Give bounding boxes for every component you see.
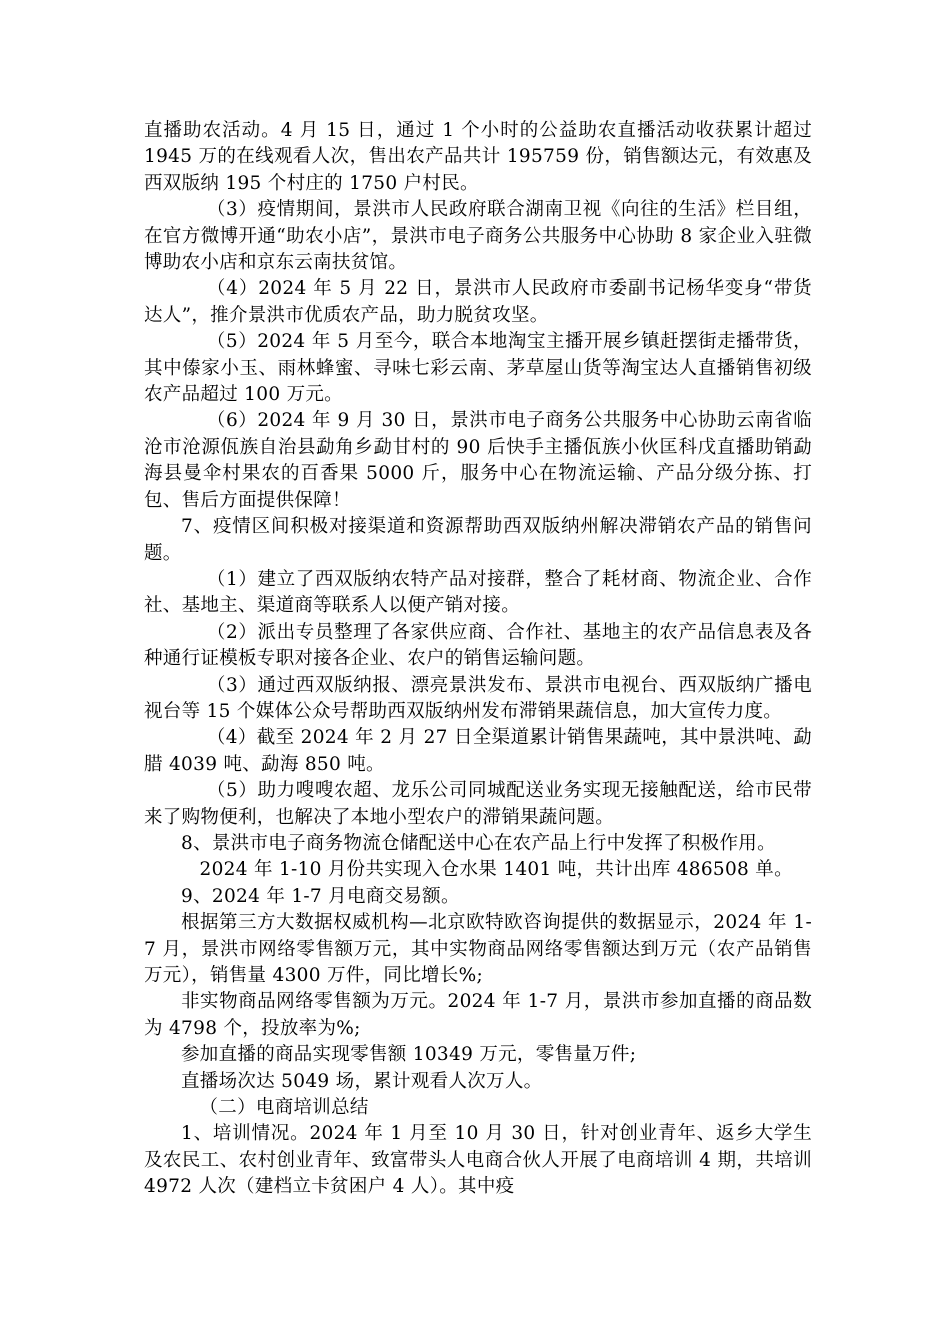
paragraph-7-2-specialists: （2）派出专员整理了各家供应商、合作社、基地主的农产品信息表及各种通行证模板专职对接各企业、农户的销售运输问题。: [144, 621, 812, 670]
paragraph-section-9-heading: 9、2024 年 1-7 月电商交易额。: [181, 885, 460, 907]
section-heading-training-summary: （二）电商培训总结: [199, 1097, 369, 1119]
paragraph-7-3-media: （3）通过西双版纳报、漂亮景洪发布、景洪市电视台、西双版纳广播电视台等 15 个媒体公众号帮助西双版纳州发布滞销果蔬信息，加大宣传力度。: [144, 674, 812, 722]
paragraph-item-5-taobao-hosts: （5）2024 年 5 月至今，联合本地淘宝主播开展乡镇赶摆街走播带货，其中傣家小玉、雨林蜂蜜、寻味七彩云南、茅草屋山货等淘宝达人直播销售初级农产品超过 100 万元。: [144, 331, 812, 406]
paragraph-7-5-delivery: （5）助力嗖嗖农超、龙乐公司同城配送业务实现无接触配送，给市民带来了购物便利，也解决了本地小型农户的滞销果蔬问题。: [144, 780, 812, 828]
paragraph-8-warehouse-stats: 2024 年 1-10 月份共实现入仓水果 1401 吨，共计出库 486508 单。: [199, 859, 793, 881]
paragraph-item-4-official-promo: （4）2024 年 5 月 22 日，景洪市人民政府市委副书记杨华变身“带货达人”，推介景洪市优质农产品，助力脱贫攻坚。: [144, 278, 812, 326]
paragraph-7-4-sales-volume: （4）截至 2024 年 2 月 27 日全渠道累计销售果蔬吨，其中景洪吨、勐腊 4039 吨、勐海 850 吨。: [144, 727, 812, 775]
paragraph-item-6-kuaishou-host: （6）2024 年 9 月 30 日，景洪市电子商务公共服务中心协助云南省临沧市沧源佤族自治县勐角乡勐甘村的 90 后快手主播佤族小伙匡科戊直播助销勐海县曼伞村果农的百香果 5000 斤，服务中心在物流运输、产品分级分拣、打包、售后方面提供保障！: [144, 410, 812, 511]
document-body: [144, 118, 812, 1201]
paragraph-9-live-sessions: 直播场次达 5049 场，累计观看人次万人。: [181, 1070, 543, 1092]
paragraph-9-live-sales: 参加直播的商品实现零售额 10349 万元，零售量万件;: [181, 1044, 637, 1066]
paragraph-section-7-heading: 7、疫情区间积极对接渠道和资源帮助西双版纳州解决滞销农产品的销售问题。: [144, 516, 812, 564]
paragraph-section-8-heading: 8、景洪市电子商务物流仓储配送中心在农产品上行中发挥了积极作用。: [181, 832, 776, 854]
paragraph-7-1-docking-group: （1）建立了西双版纳农特产品对接群，整合了耗材商、物流企业、合作社、基地主、渠道商等联系人以便产销对接。: [144, 568, 812, 617]
paragraph-9-retail-data: 根据第三方大数据权威机构—北京欧特欧咨询提供的数据显示，2024 年 1-7 月，景洪市网络零售额万元，其中实物商品网络零售额达到万元（农产品销售万元），销售量 4300 万件，同比增长%;: [144, 912, 812, 986]
paragraph-item-3-weibo-shop: （3）疫情期间，景洪市人民政府联合湖南卫视《向往的生活》栏目组，在官方微博开通“助农小店”，景洪市电子商务公共服务中心协助 8 家企业入驻微博助农小店和京东云南扶贫馆。: [144, 199, 812, 274]
paragraph-livestream-summary: 直播助农活动。4 月 15 日，通过 1 个小时的公益助农直播活动收获累计超过 1945 万的在线观看人次，售出农产品共计 195759 份，销售额达元，有效惠及西双版纳 195 个村庄的 1750 户村民。: [144, 120, 812, 194]
paragraph-9-non-physical: 非实物商品网络零售额为万元。2024 年 1-7 月，景洪市参加直播的商品数为 4798 个，投放率为%;: [144, 991, 812, 1039]
paragraph-training-situation: 1、培训情况。2024 年 1 月至 10 月 30 日，针对创业青年、返乡大学生及农民工、农村创业青年、致富带头人电商合伙人开展了电商培训 4 期，共培训 4972 人次（建档立卡贫困户 4 人）。其中疫: [144, 1123, 812, 1198]
